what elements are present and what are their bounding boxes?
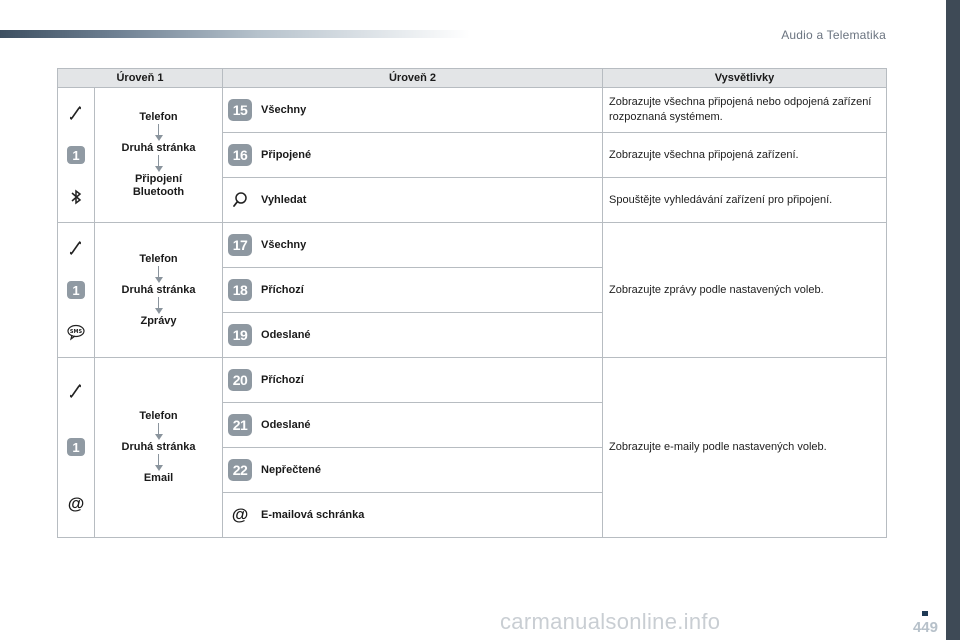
watermark: carmanualsonline.info (500, 609, 721, 634)
section-title: Audio a Telematika (781, 28, 886, 42)
phone-icon (67, 382, 85, 400)
table-row (58, 88, 887, 133)
level2-label: Všechny (261, 104, 307, 116)
explanation: Spouštějte vyhledávání zařízení pro připojení. (603, 178, 887, 223)
level2-label: Odeslané (261, 419, 311, 431)
table-row (58, 223, 887, 268)
level2-badge: 18 (228, 279, 252, 301)
level2-badge: 15 (228, 99, 252, 121)
level2-cell[interactable] (223, 268, 603, 313)
level1-badge: 1 (67, 438, 85, 456)
explanation: Zobrazujte všechna připojená zařízení. (603, 133, 887, 178)
level1-nav (95, 223, 223, 358)
level2-label: Příchozí (261, 374, 304, 386)
nav-label: Email (143, 472, 174, 484)
down-arrow-icon (155, 454, 163, 472)
menu-table (57, 68, 887, 538)
down-arrow-icon (155, 297, 163, 315)
down-arrow-icon (155, 266, 163, 284)
level2-badge: 21 (228, 414, 252, 436)
level2-cell[interactable] (223, 223, 603, 268)
level2-cell[interactable] (223, 178, 603, 223)
level2-cell[interactable] (223, 88, 603, 133)
col-header-explanation: Vysvětlivky (603, 69, 887, 88)
table-row (58, 358, 887, 403)
nav-label: Druhá stránka (121, 441, 196, 453)
level2-cell[interactable] (223, 313, 603, 358)
phone-icon (67, 104, 85, 122)
level2-label: Vyhledat (261, 194, 307, 206)
search-icon (231, 191, 249, 209)
page-marker (922, 611, 928, 616)
explanation: Zobrazujte e-maily podle nastavených voleb. (603, 358, 887, 538)
level1-icons (58, 358, 95, 538)
level2-cell[interactable] (223, 358, 603, 403)
phone-icon (67, 239, 85, 257)
level2-label: Všechny (261, 239, 307, 251)
level1-nav (95, 358, 223, 538)
level1-nav (95, 88, 223, 223)
page-edge-strip (946, 0, 960, 640)
nav-label: Zprávy (140, 314, 177, 327)
col-header-level1: Úroveň 1 (58, 69, 223, 88)
at-icon: @ (67, 494, 85, 514)
level2-badge: 20 (228, 369, 252, 391)
level1-badge: 1 (67, 146, 85, 164)
level2-cell[interactable] (223, 493, 603, 538)
level2-label: E-mailová schránka (261, 509, 365, 521)
at-icon: @ (231, 505, 249, 524)
level2-badge: 22 (228, 459, 252, 481)
level1-icons (58, 223, 95, 358)
level1-badge: 1 (67, 281, 85, 299)
level2-label: Příchozí (261, 284, 304, 296)
explanation: Zobrazujte zprávy podle nastavených voleb. (603, 223, 887, 358)
nav-label: Druhá stránka (121, 283, 196, 296)
explanation: Zobrazujte všechna připojená nebo odpojená zařízení rozpoznaná systémem. (603, 88, 887, 133)
down-arrow-icon (155, 423, 163, 441)
page-number: 449 (912, 619, 938, 636)
nav-label: Druhá stránka (121, 142, 196, 154)
level2-badge: 17 (228, 234, 252, 256)
level2-cell[interactable] (223, 448, 603, 493)
down-arrow-icon (155, 155, 163, 173)
nav-label: Připojení Bluetooth (132, 173, 185, 198)
header-bar (0, 30, 470, 38)
level2-label: Připojené (261, 149, 312, 161)
col-header-level2: Úroveň 2 (223, 69, 603, 88)
nav-label: Telefon (139, 410, 178, 422)
bluetooth-icon (67, 188, 85, 206)
level2-badge: 16 (228, 144, 252, 166)
level2-label: Odeslané (261, 329, 311, 341)
down-arrow-icon (155, 124, 163, 142)
level2-badge: 19 (228, 324, 252, 346)
level2-label: Nepřečtené (261, 464, 321, 476)
svg-text:SMS: SMS (69, 329, 83, 335)
nav-label: Telefon (139, 111, 178, 123)
sms-icon (67, 323, 85, 341)
level1-icons (58, 88, 95, 223)
level2-cell[interactable] (223, 133, 603, 178)
level2-cell[interactable] (223, 403, 603, 448)
table-header-row (58, 69, 887, 88)
nav-label: Telefon (139, 252, 178, 265)
